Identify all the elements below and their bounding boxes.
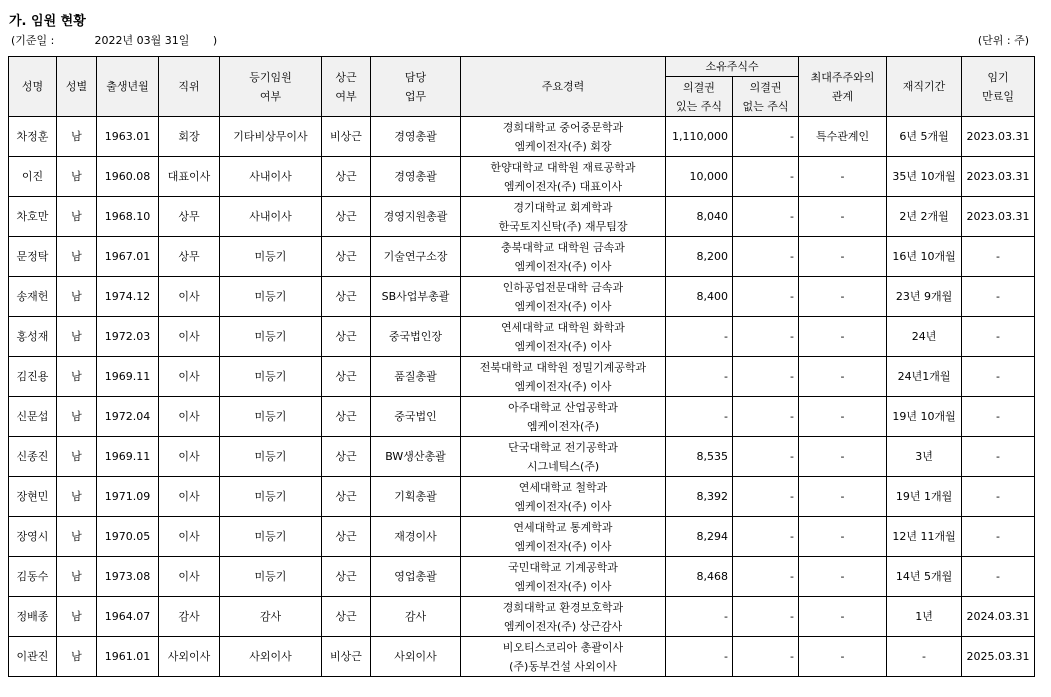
cell-position: 이사 — [159, 477, 220, 517]
cell-career — [461, 557, 666, 597]
cell-gender: 남 — [57, 237, 97, 277]
cell-duty: 품질총괄 — [371, 357, 461, 397]
cell-position: 감사 — [159, 597, 220, 637]
table-row — [9, 437, 1035, 477]
cell-tenure: - — [887, 637, 962, 677]
cell-name: 김진용 — [9, 357, 57, 397]
cell-birth: 1964.07 — [97, 597, 159, 637]
cell-career — [461, 237, 666, 277]
cell-position: 이사 — [159, 557, 220, 597]
cell-nonvoting-shares: - — [733, 357, 799, 397]
cell-position: 이사 — [159, 397, 220, 437]
career-line-1: 아주대학교 산업공학과 — [508, 400, 618, 414]
cell-career — [461, 357, 666, 397]
cell-birth: 1969.11 — [97, 437, 159, 477]
cell-term: - — [962, 277, 1035, 317]
cell-position: 이사 — [159, 437, 220, 477]
career-line-1: 인하공업전문대학 금속과 — [502, 280, 624, 294]
cell-birth: 1968.10 — [97, 197, 159, 237]
cell-registered: 미등기 — [220, 237, 322, 277]
cell-career — [461, 317, 666, 357]
cell-term: 2023.03.31 — [962, 117, 1035, 157]
cell-birth: 1973.08 — [97, 557, 159, 597]
header-birth: 출생년월 — [97, 57, 159, 117]
header-nonvoting-line2: 없는 주식 — [742, 99, 789, 113]
cell-fulltime: 상근 — [322, 437, 371, 477]
career-line-1: 경희대학교 환경보호학과 — [502, 600, 624, 614]
cell-career — [461, 277, 666, 317]
cell-relation: 특수관계인 — [799, 117, 887, 157]
cell-name: 송재헌 — [9, 277, 57, 317]
cell-term: - — [962, 317, 1035, 357]
cell-relation: - — [799, 317, 887, 357]
table-row — [9, 317, 1035, 357]
header-duty-line2: 업무 — [404, 89, 427, 103]
cell-term: - — [962, 437, 1035, 477]
cell-nonvoting-shares: - — [733, 597, 799, 637]
cell-gender: 남 — [57, 197, 97, 237]
cell-position: 이사 — [159, 517, 220, 557]
career-line-1: 경희대학교 중어중문학과 — [502, 120, 624, 134]
cell-gender: 남 — [57, 277, 97, 317]
cell-birth: 1969.11 — [97, 357, 159, 397]
cell-voting-shares: 10,000 — [666, 157, 733, 197]
cell-gender: 남 — [57, 357, 97, 397]
cell-voting-shares: 8,200 — [666, 237, 733, 277]
cell-relation: - — [799, 637, 887, 677]
table-row — [9, 597, 1035, 637]
career-line-2: 엠케이전자(주) 대표이사 — [503, 179, 623, 193]
cell-duty: 중국법인장 — [371, 317, 461, 357]
career-line-2: 엠케이전자(주) — [526, 419, 600, 433]
career-line-1: 비오티스코리아 총괄이사 — [502, 640, 624, 654]
header-duty — [371, 57, 461, 117]
cell-registered: 사외이사 — [220, 637, 322, 677]
cell-nonvoting-shares: - — [733, 157, 799, 197]
cell-relation: - — [799, 517, 887, 557]
cell-gender: 남 — [57, 557, 97, 597]
cell-duty: 경영총괄 — [371, 157, 461, 197]
career-line-1: 경기대학교 회계학과 — [513, 200, 613, 214]
cell-voting-shares: - — [666, 317, 733, 357]
cell-voting-shares: 1,110,000 — [666, 117, 733, 157]
table-row — [9, 517, 1035, 557]
table-row — [9, 117, 1035, 157]
cell-name: 이관진 — [9, 637, 57, 677]
cell-position: 회장 — [159, 117, 220, 157]
cell-fulltime: 상근 — [322, 397, 371, 437]
cell-duty: BW생산총괄 — [371, 437, 461, 477]
cell-term: 2023.03.31 — [962, 157, 1035, 197]
cell-position: 이사 — [159, 357, 220, 397]
cell-name: 차정훈 — [9, 117, 57, 157]
cell-registered: 미등기 — [220, 517, 322, 557]
cell-nonvoting-shares: - — [733, 197, 799, 237]
career-line-2: 엠케이전자(주) 이사 — [514, 579, 612, 593]
cell-tenure: 24년1개월 — [887, 357, 962, 397]
header-duty-line1: 담당 — [404, 70, 427, 84]
cell-gender: 남 — [57, 317, 97, 357]
cell-birth: 1960.08 — [97, 157, 159, 197]
career-line-2: (주)동부건설 사외이사 — [509, 659, 617, 673]
cell-term: - — [962, 357, 1035, 397]
table-row — [9, 557, 1035, 597]
cell-tenure: 23년 9개월 — [887, 277, 962, 317]
career-line-2: 엠케이전자(주) 이사 — [514, 539, 612, 553]
cell-fulltime: 상근 — [322, 317, 371, 357]
career-line-1: 단국대학교 전기공학과 — [508, 440, 618, 454]
cell-fulltime: 상근 — [322, 477, 371, 517]
cell-name: 신문섭 — [9, 397, 57, 437]
cell-tenure: 19년 10개월 — [887, 397, 962, 437]
cell-birth: 1971.09 — [97, 477, 159, 517]
cell-gender: 남 — [57, 597, 97, 637]
cell-relation: - — [799, 557, 887, 597]
cell-name: 이진 — [9, 157, 57, 197]
cell-voting-shares: - — [666, 597, 733, 637]
cell-term: 2025.03.31 — [962, 637, 1035, 677]
basis-close: ) — [212, 34, 218, 47]
cell-gender: 남 — [57, 477, 97, 517]
table-row — [9, 157, 1035, 197]
header-registered-line2: 여부 — [259, 89, 282, 103]
cell-position: 사외이사 — [159, 637, 220, 677]
career-line-2: 시그네틱스(주) — [526, 459, 600, 473]
cell-relation: - — [799, 237, 887, 277]
cell-term: - — [962, 477, 1035, 517]
cell-relation: - — [799, 397, 887, 437]
cell-nonvoting-shares: - — [733, 557, 799, 597]
career-line-2: 엠케이전자(주) 이사 — [514, 339, 612, 353]
cell-nonvoting-shares: - — [733, 397, 799, 437]
cell-career — [461, 517, 666, 557]
cell-birth: 1967.01 — [97, 237, 159, 277]
career-line-1: 연세대학교 철학과 — [518, 480, 608, 494]
cell-relation: - — [799, 197, 887, 237]
header-shares: 소유주식수 — [666, 57, 799, 77]
cell-term: - — [962, 397, 1035, 437]
cell-registered: 미등기 — [220, 277, 322, 317]
cell-relation: - — [799, 597, 887, 637]
cell-voting-shares: - — [666, 357, 733, 397]
career-line-2: 엠케이전자(주) 상근감사 — [503, 619, 623, 633]
career-line-1: 한양대학교 대학원 재료공학과 — [490, 160, 636, 174]
cell-registered: 미등기 — [220, 397, 322, 437]
cell-voting-shares: 8,392 — [666, 477, 733, 517]
cell-tenure: 12년 11개월 — [887, 517, 962, 557]
cell-duty: 영업총괄 — [371, 557, 461, 597]
table-row — [9, 397, 1035, 437]
header-gender: 성별 — [57, 57, 97, 117]
table-row — [9, 637, 1035, 677]
cell-name: 문정탁 — [9, 237, 57, 277]
cell-nonvoting-shares: - — [733, 637, 799, 677]
executive-table-body — [9, 117, 1035, 677]
cell-fulltime: 비상근 — [322, 637, 371, 677]
cell-registered: 미등기 — [220, 557, 322, 597]
cell-nonvoting-shares: - — [733, 517, 799, 557]
cell-position: 이사 — [159, 317, 220, 357]
cell-fulltime: 상근 — [322, 557, 371, 597]
career-line-1: 국민대학교 기계공학과 — [508, 560, 618, 574]
header-fulltime-line2: 여부 — [335, 89, 357, 103]
section-title: 가. 임원 현황 — [9, 14, 86, 29]
cell-tenure: 3년 — [887, 437, 962, 477]
cell-term: - — [962, 237, 1035, 277]
cell-registered: 사내이사 — [220, 197, 322, 237]
cell-fulltime: 비상근 — [322, 117, 371, 157]
cell-gender: 남 — [57, 117, 97, 157]
cell-nonvoting-shares: - — [733, 237, 799, 277]
executive-table — [8, 56, 1035, 677]
career-line-2: 엠케이전자(주) 이사 — [514, 379, 612, 393]
career-line-1: 연세대학교 대학원 화학과 — [501, 320, 625, 334]
cell-registered: 미등기 — [220, 437, 322, 477]
cell-tenure: 19년 1개월 — [887, 477, 962, 517]
cell-career — [461, 117, 666, 157]
cell-duty: 기술연구소장 — [371, 237, 461, 277]
header-term-line1: 임기 — [987, 70, 1009, 84]
cell-tenure: 6년 5개월 — [887, 117, 962, 157]
header-term — [962, 57, 1035, 117]
cell-name: 차호만 — [9, 197, 57, 237]
cell-voting-shares: 8,294 — [666, 517, 733, 557]
header-relation-line2: 관계 — [831, 89, 854, 103]
cell-nonvoting-shares: - — [733, 477, 799, 517]
basis-date: 2022년 03월 31일 — [94, 34, 190, 47]
cell-gender: 남 — [57, 637, 97, 677]
cell-name: 김동수 — [9, 557, 57, 597]
cell-nonvoting-shares: - — [733, 317, 799, 357]
basis-date-line — [11, 32, 217, 48]
cell-birth: 1963.01 — [97, 117, 159, 157]
cell-term: 2023.03.31 — [962, 197, 1035, 237]
unit-label: (단위 : 주) — [977, 34, 1029, 47]
cell-tenure: 14년 5개월 — [887, 557, 962, 597]
table-row — [9, 477, 1035, 517]
cell-registered: 미등기 — [220, 477, 322, 517]
cell-tenure: 35년 10개월 — [887, 157, 962, 197]
cell-position: 상무 — [159, 237, 220, 277]
cell-term: - — [962, 557, 1035, 597]
header-voting-line2: 있는 주식 — [675, 99, 722, 113]
career-line-1: 충북대학교 대학원 금속과 — [501, 240, 625, 254]
career-line-2: 엠케이전자(주) 이사 — [514, 259, 612, 273]
cell-nonvoting-shares: - — [733, 277, 799, 317]
cell-position: 대표이사 — [159, 157, 220, 197]
cell-relation: - — [799, 477, 887, 517]
cell-duty: 중국법인 — [371, 397, 461, 437]
header-fulltime-line1: 상근 — [335, 70, 357, 84]
header-voting-line1: 의결권 — [683, 80, 715, 94]
cell-voting-shares: 8,468 — [666, 557, 733, 597]
cell-fulltime: 상근 — [322, 237, 371, 277]
header-career: 주요경력 — [461, 57, 666, 117]
header-registered — [220, 57, 322, 117]
cell-term: - — [962, 517, 1035, 557]
cell-relation: - — [799, 277, 887, 317]
cell-fulltime: 상근 — [322, 157, 371, 197]
cell-birth: 1972.03 — [97, 317, 159, 357]
cell-career — [461, 597, 666, 637]
cell-term: 2024.03.31 — [962, 597, 1035, 637]
cell-tenure: 24년 — [887, 317, 962, 357]
cell-name: 홍성재 — [9, 317, 57, 357]
cell-registered: 미등기 — [220, 317, 322, 357]
header-term-line2: 만료일 — [982, 89, 1014, 103]
cell-career — [461, 397, 666, 437]
cell-birth: 1974.12 — [97, 277, 159, 317]
career-line-2: 엠케이전자(주) 이사 — [514, 499, 612, 513]
cell-registered: 미등기 — [220, 357, 322, 397]
cell-fulltime: 상근 — [322, 357, 371, 397]
cell-fulltime: 상근 — [322, 197, 371, 237]
table-row — [9, 277, 1035, 317]
career-line-1: 전북대학교 대학원 정밀기계공학과 — [479, 360, 647, 374]
cell-gender: 남 — [57, 517, 97, 557]
cell-voting-shares: 8,400 — [666, 277, 733, 317]
cell-relation: - — [799, 357, 887, 397]
cell-voting-shares: 8,040 — [666, 197, 733, 237]
cell-gender: 남 — [57, 437, 97, 477]
cell-birth: 1961.01 — [97, 637, 159, 677]
cell-name: 장영시 — [9, 517, 57, 557]
cell-career — [461, 437, 666, 477]
header-name: 성명 — [9, 57, 57, 117]
header-nonvoting-line1: 의결권 — [749, 80, 782, 94]
cell-voting-shares: - — [666, 637, 733, 677]
cell-registered: 기타비상무이사 — [220, 117, 322, 157]
career-line-2: 한국토지신탁(주) 재무팀장 — [498, 219, 628, 233]
cell-birth: 1972.04 — [97, 397, 159, 437]
cell-career — [461, 477, 666, 517]
cell-nonvoting-shares: - — [733, 117, 799, 157]
cell-duty: 재경이사 — [371, 517, 461, 557]
cell-name: 신종진 — [9, 437, 57, 477]
basis-label: (기준일 : — [11, 34, 55, 47]
cell-career — [461, 197, 666, 237]
cell-position: 이사 — [159, 277, 220, 317]
cell-fulltime: 상근 — [322, 277, 371, 317]
cell-fulltime: 상근 — [322, 597, 371, 637]
header-voting — [666, 77, 733, 117]
cell-voting-shares: - — [666, 397, 733, 437]
header-position: 직위 — [159, 57, 220, 117]
career-line-1: 연세대학교 통계학과 — [513, 520, 613, 534]
cell-tenure: 16년 10개월 — [887, 237, 962, 277]
cell-tenure: 1년 — [887, 597, 962, 637]
cell-duty: SB사업부총괄 — [371, 277, 461, 317]
cell-duty: 기획총괄 — [371, 477, 461, 517]
cell-relation: - — [799, 157, 887, 197]
header-fulltime — [322, 57, 371, 117]
cell-name: 정배종 — [9, 597, 57, 637]
cell-duty: 경영지원총괄 — [371, 197, 461, 237]
table-row — [9, 357, 1035, 397]
header-nonvoting — [733, 77, 799, 117]
cell-career — [461, 157, 666, 197]
header-relation — [799, 57, 887, 117]
career-line-2: 엠케이전자(주) 회장 — [514, 139, 612, 153]
header-relation-line1: 최대주주와의 — [810, 70, 875, 84]
header-registered-line1: 등기임원 — [249, 70, 292, 84]
cell-gender: 남 — [57, 397, 97, 437]
cell-registered: 감사 — [220, 597, 322, 637]
career-line-2: 엠케이전자(주) 이사 — [514, 299, 612, 313]
cell-registered: 사내이사 — [220, 157, 322, 197]
cell-position: 상무 — [159, 197, 220, 237]
cell-birth: 1970.05 — [97, 517, 159, 557]
cell-career — [461, 637, 666, 677]
header-tenure: 재직기간 — [887, 57, 962, 117]
cell-duty: 경영총괄 — [371, 117, 461, 157]
cell-voting-shares: 8,535 — [666, 437, 733, 477]
cell-nonvoting-shares: - — [733, 437, 799, 477]
cell-duty: 사외이사 — [371, 637, 461, 677]
cell-relation: - — [799, 437, 887, 477]
cell-gender: 남 — [57, 157, 97, 197]
cell-fulltime: 상근 — [322, 517, 371, 557]
cell-duty: 감사 — [371, 597, 461, 637]
cell-name: 장현민 — [9, 477, 57, 517]
table-row — [9, 237, 1035, 277]
cell-tenure: 2년 2개월 — [887, 197, 962, 237]
table-row — [9, 197, 1035, 237]
